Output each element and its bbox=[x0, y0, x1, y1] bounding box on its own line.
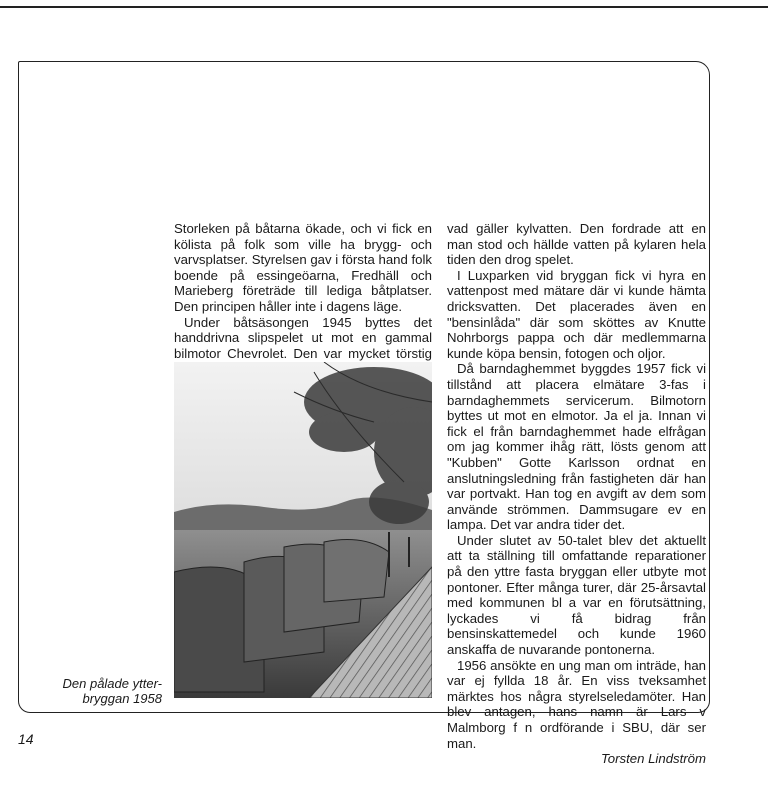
right-paragraph-1: vad gäller kylvatten. Den fordrade att en man stod och hällde vatten på kylaren hela tiden den drog spelet. bbox=[447, 221, 706, 268]
caption-line-1: Den pålade ytter- bbox=[62, 676, 162, 691]
caption-line-2: bryggan 1958 bbox=[82, 691, 162, 706]
right-paragraph-3: Då barndaghemmet byggdes 1957 fick vi tillstånd att placera elmätare 3-fas i barndaghemmets servicerum. Bilmotorn byttes ut mot en elmotor. Ja el ja. Innan vi fick el från barndaghemmet hade elfrågan om jag kommer ihåg rätt, lösts genom att "Kubben" Gotte Karlsson ordnat en anslutningsledning från fastigheten där han var portvakt. Han tog en avgift av dem som använde strömmen. Dammsugare ev en lampa. Det var andra tider det. bbox=[447, 361, 706, 533]
pier-photo bbox=[174, 362, 432, 698]
pier-photo-illustration bbox=[174, 362, 432, 698]
right-paragraph-2: I Luxparken vid bryggan fick vi hyra en vattenpost med mätare där vi kunde hämta dricksvatten. Det placerades även en "bensinlåda" där som sköttes av Knutte Nohrborgs pappa och där medlemmarna kunde köpa bensin, fotogen och oljor. bbox=[447, 267, 706, 361]
top-rule bbox=[0, 0, 768, 8]
page-number: 14 bbox=[18, 731, 34, 747]
right-paragraph-5: 1956 ansökte en ung man om inträde, han var ej fyllda 18 år. En viss tveksamhet märktes hos några styrelseledamöter. Han blev antagen, hans namn är Lars v Malmborg f n ordförande i SBU, där ser man. bbox=[447, 657, 706, 751]
author-signature: Torsten Lindström bbox=[600, 751, 706, 767]
right-paragraph-4: Under slutet av 50-talet blev det aktuellt att ta ställning till omfattande reparationer på den yttre fasta bryggan eller utbyte mot pontoner. Efter många turer, där 25-årsavtal med kommunen bl a var en förutsättning, lyckades vi få bidrag från bensinskattemedel och kunde 1960 anskaffa de nuvarande pontonerna. bbox=[447, 532, 706, 658]
left-paragraph-2: Under båtsäsongen 1945 byttes det handdrivna slipspelet ut mot en gammal bilmotor Chevrolet. Den var mycket törstig bbox=[174, 314, 432, 361]
left-paragraph-1: Storleken på båtarna ökade, och vi fick en kölista på folk som ville ha brygg- och varvsplatser. Styrelsen gav i första hand folk boende på essingeöarna, Fredhäll och Marieberg företräde till lediga båtplatser. Den principen håller inte i dagens läge. bbox=[174, 221, 433, 314]
right-column bbox=[447, 221, 706, 767]
photo-caption bbox=[50, 676, 162, 706]
left-column bbox=[174, 221, 432, 377]
